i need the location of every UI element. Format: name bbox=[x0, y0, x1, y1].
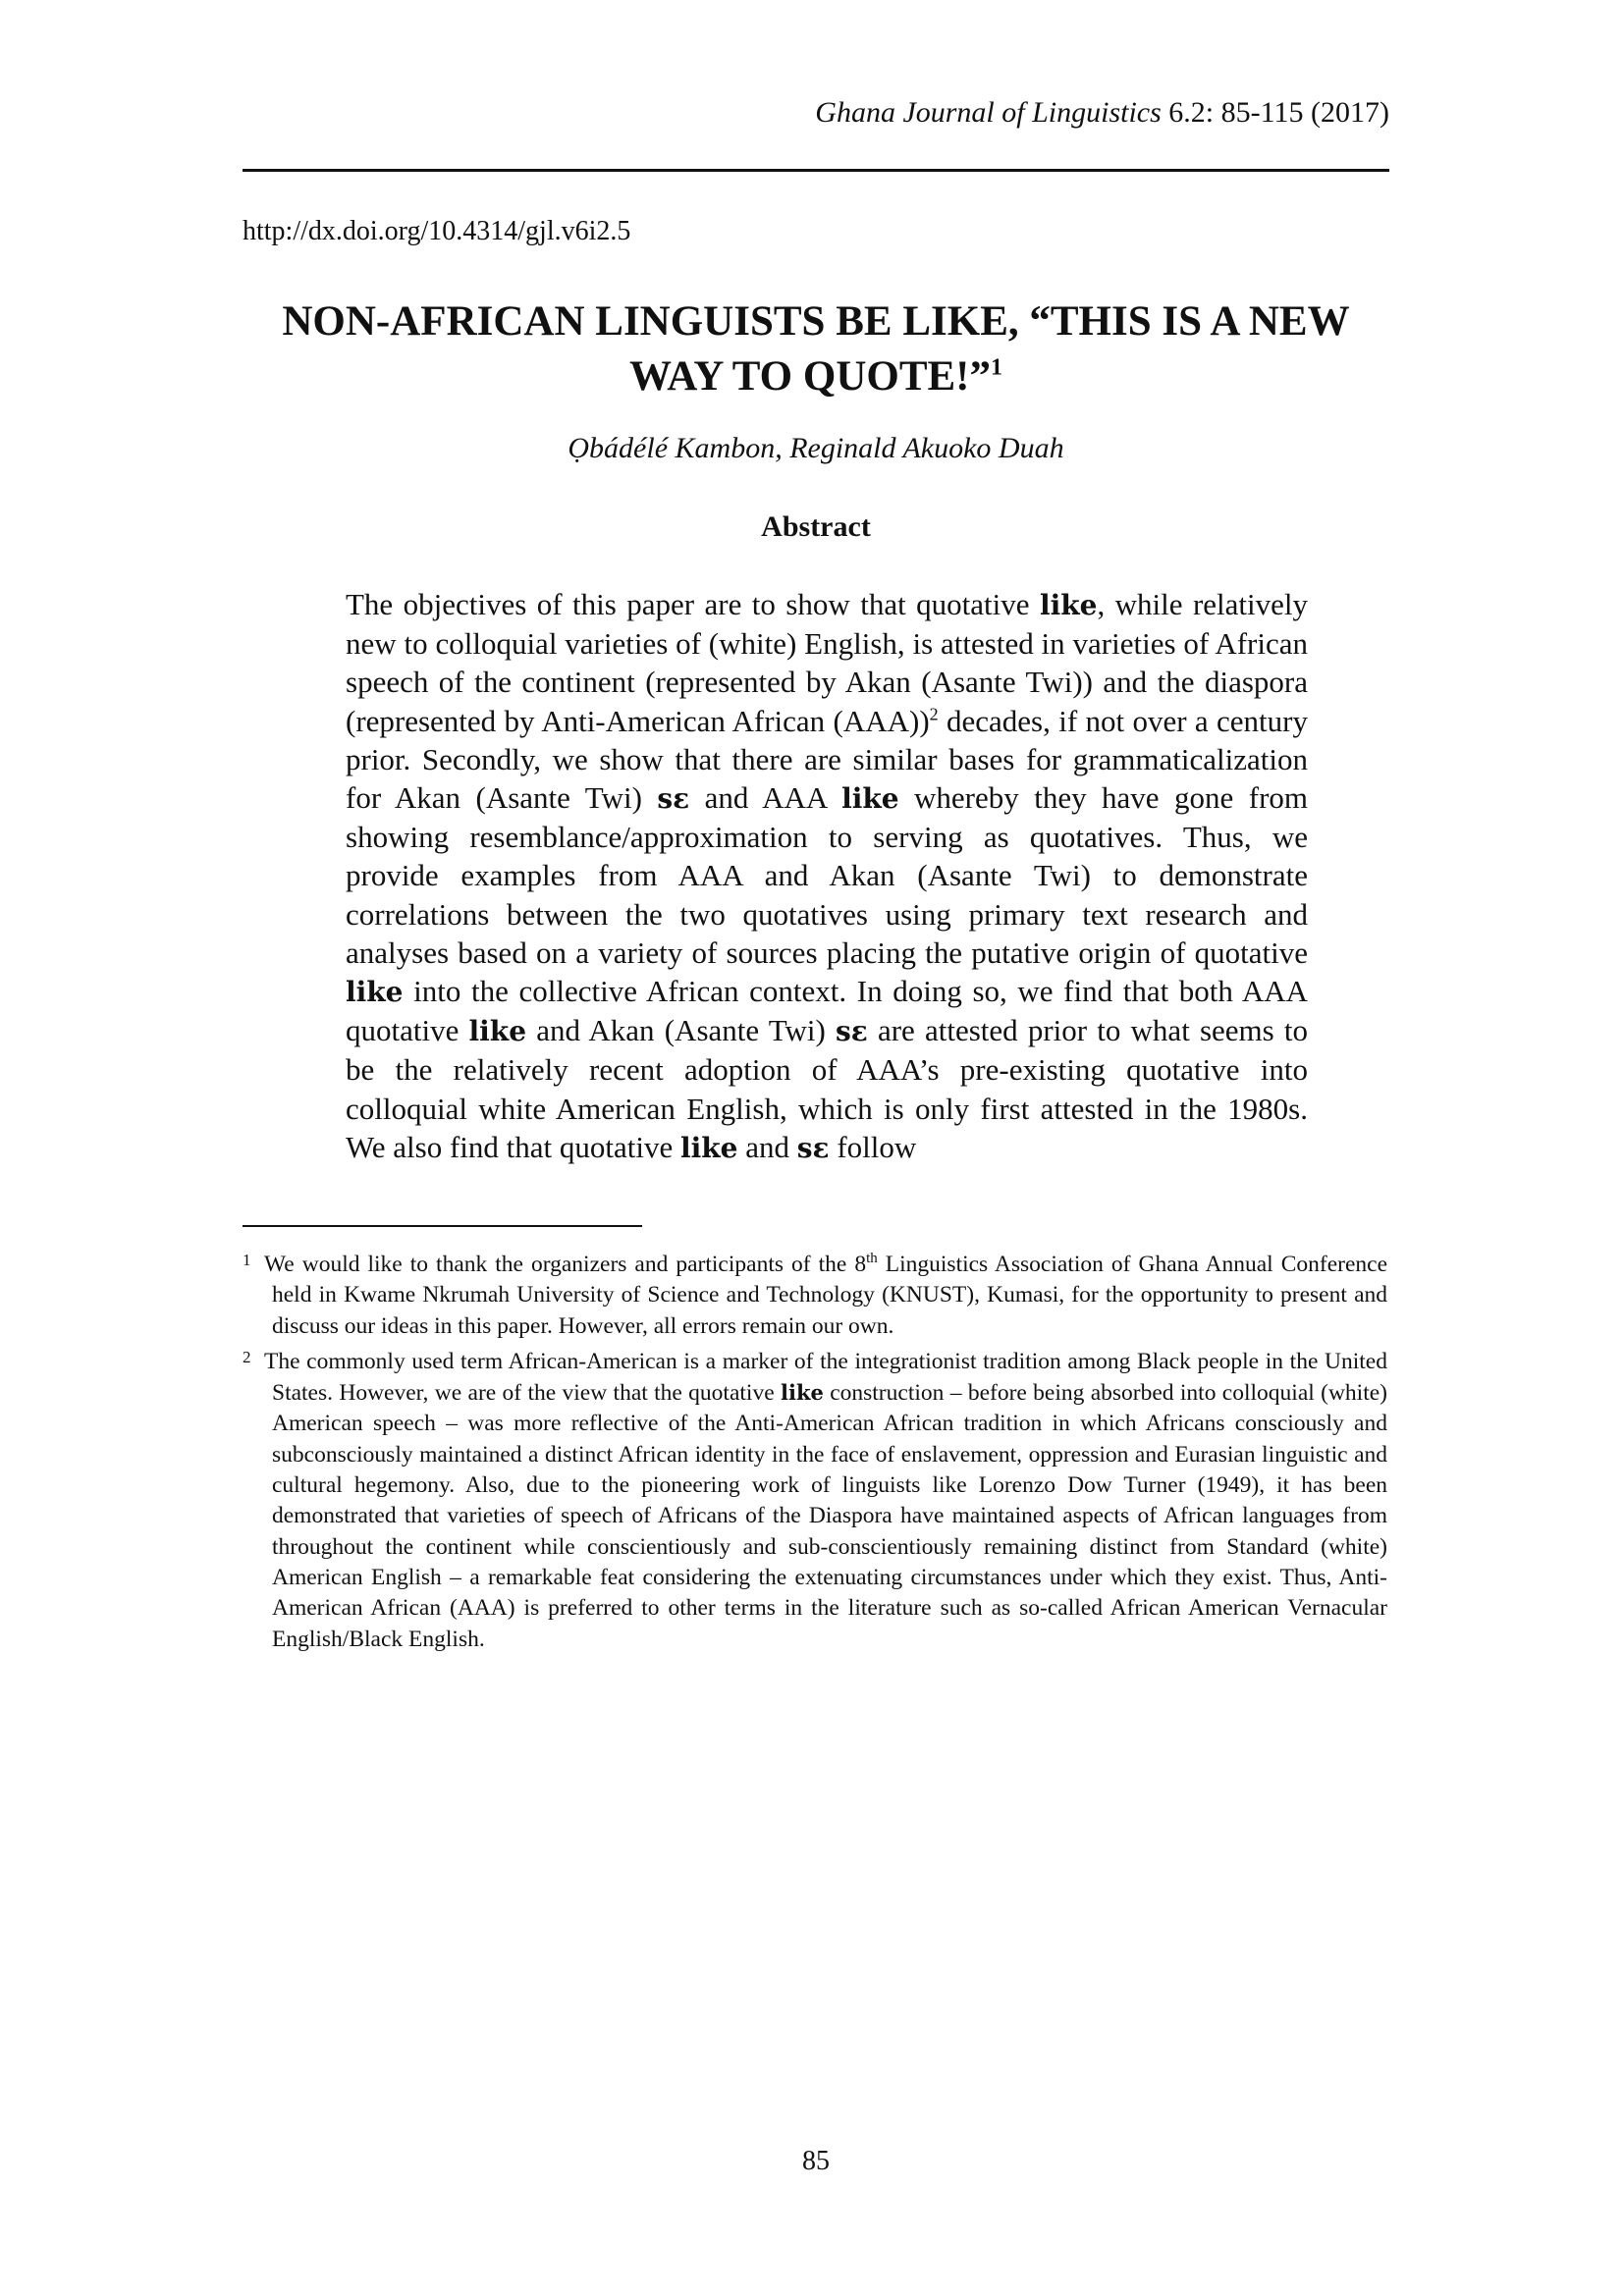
abstract-body bbox=[346, 585, 1308, 1167]
abstract-text: are attested prior to what seems to be the relatively recent adoption of AAA’s pre-existing quotative into colloquial white American English, which is only first attested in the 1980s. We also find that quotative bbox=[346, 1013, 1309, 1164]
journal-citation: 6.2: 85-115 (2017) bbox=[1161, 96, 1389, 129]
doi-link[interactable]: http://dx.doi.org/10.4314/gjl.v6i2.5 bbox=[243, 216, 631, 246]
paper-title bbox=[236, 294, 1396, 404]
footnote-text: construction – before being absorbed into colloquial (white) American speech – was more reflective of the Anti-American African tradition in which Africans consciously and subconsciously maintained a distinct African identity in the face of enslavement, oppression and Eurasian linguistic and cultural hegemony. Also, due to the pioneering work of linguists like Lorenzo Dow Turner (1949), it has been demonstrated that varieties of speech of Africans of the Diaspora have maintained aspects of African languages from throughout the continent while conscientiously and sub-conscientiously remaining distinct from Standard (white) American English – a remarkable feat considering the extenuating circumstances under which they exist. Thus, Anti-American African (AAA) is preferred to other terms in the literature such as so-called African American Vernacular English/Black English. bbox=[272, 1380, 1387, 1652]
footnote-separator bbox=[243, 1225, 642, 1227]
abstract-term: sɛ bbox=[796, 1131, 830, 1164]
abstract-term: like bbox=[468, 1015, 527, 1048]
footnote-1 bbox=[243, 1245, 1387, 1342]
abstract-text: , while relatively new to colloquial varieties of (white) English, is attested in varieties of African speech of the continent (represented by Akan (Asante Twi)) and the diaspora (represented by Anti-American African (AAA)) bbox=[346, 587, 1308, 738]
abstract-text: and AAA bbox=[689, 780, 842, 816]
abstract-text: into the collective African context. In doing so, we find that both AAA quotative bbox=[346, 974, 1308, 1048]
footnote-mark: 1 bbox=[243, 1251, 251, 1269]
ordinal-suffix: th bbox=[866, 1251, 878, 1267]
abstract-text: and Akan (Asante Twi) bbox=[526, 1013, 837, 1048]
footnote-text: The commonly used term African-American is a marker of the integrationist tradition among Black people in the United States. However, we are of the view that the quotative bbox=[264, 1348, 1387, 1407]
footnote-text: We would like to thank the organizers and participants of the 8 bbox=[264, 1252, 867, 1277]
title-line-2-text: WAY TO QUOTE!” bbox=[629, 353, 991, 400]
abstract-paragraph bbox=[346, 585, 1308, 1167]
abstract-term: like bbox=[680, 1131, 738, 1164]
footnote-term: like bbox=[780, 1380, 824, 1406]
abstract-term: like bbox=[841, 782, 899, 816]
abstract-text: and bbox=[737, 1129, 797, 1164]
title-footnote-mark[interactable]: 1 bbox=[991, 354, 1002, 381]
journal-name: Ghana Journal of Linguistics bbox=[815, 96, 1162, 129]
page-number: 85 bbox=[802, 2146, 830, 2176]
abstract-term: like bbox=[346, 976, 404, 1009]
abstract-term: sɛ bbox=[836, 1015, 868, 1048]
authors: Ọbádélé Kambon, Reginald Akuoko Duah bbox=[568, 432, 1064, 464]
abstract-term: sɛ bbox=[657, 782, 690, 816]
abstract-heading: Abstract bbox=[761, 510, 871, 543]
footnote-mark: 2 bbox=[243, 1347, 251, 1366]
footnotes bbox=[243, 1245, 1387, 1655]
title-line-1: NON-AFRICAN LINGUISTS BE LIKE, “THIS IS A NEW bbox=[282, 298, 1350, 345]
abstract-term: like bbox=[1039, 589, 1098, 621]
abstract-text: decades, if not over a century prior. Secondly, we show that there are similar bases for grammaticalization for Akan (Asante Twi) bbox=[346, 703, 1308, 816]
title-line-2 bbox=[236, 349, 1396, 404]
abstract-text: The objectives of this paper are to show that quotative bbox=[346, 587, 1040, 621]
journal-header bbox=[790, 96, 1389, 130]
footnote-2 bbox=[243, 1342, 1387, 1655]
footnote-text: Linguistics Association of Ghana Annual Conference held in Kwame Nkrumah University of Science and Technology (KNUST), Kumasi, for the opportunity to present and discuss our ideas in this paper. However, all errors remain our own. bbox=[272, 1252, 1388, 1339]
footnote-ref-2[interactable]: 2 bbox=[929, 704, 939, 724]
header-rule bbox=[243, 169, 1389, 172]
abstract-text: whereby they have gone from showing resemblance/approximation to serving as quotatives. Thus, we provide examples from AAA and Akan (Asante Twi) to demonstrate correlations between the two quotatives using primary text research and analyses based on a variety of sources placing the putative origin of quotative bbox=[346, 780, 1309, 970]
abstract-text: follow bbox=[829, 1129, 917, 1164]
